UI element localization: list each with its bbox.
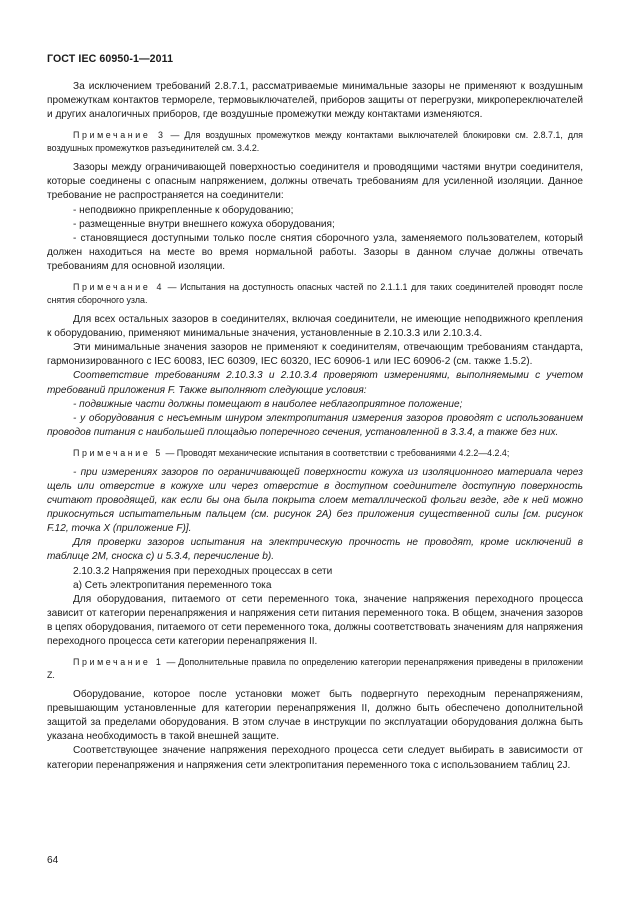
paragraph: Для проверки зазоров испытания на электрическую прочность не проводят, кроме исключений в таблице 2М, сноска с) и 5.3.4, перечисление b). — [47, 537, 583, 563]
list-item: - при измерениях зазоров по ограничивающей поверхности кожуха из изоляционного материала через щель или отверстие в кожухе или через отверстие в доступном соединителе доступную поверхность считают проводящей, как если бы она была покрыта слоем металлической фольги везде, где к ней можно прикоснуться испытательным пальцем (см. рисунок 2А) без приложения существенной силы [см. рисунок F.12, точка X (приложение F)]. — [47, 466, 583, 535]
note — [47, 447, 583, 460]
list-item: - неподвижно прикрепленные к оборудованию; — [73, 204, 294, 216]
note — [47, 281, 583, 307]
compliance-paragraph: Соответствие требованиям 2.10.3.3 и 2.10.3.4 проверяют измерениями, выполняемыми с учетом требований приложения F. Также выполняют следующие условия: — [47, 370, 583, 396]
note-label: Примечание 4 — [73, 282, 165, 293]
note — [47, 656, 583, 682]
page-body — [47, 80, 583, 773]
note-text: — Испытания на доступность опасных частей по 2.1.1.1 для таких соединителей проводят после снятия сборочного узла. — [47, 282, 583, 306]
paragraph: Эти минимальные значения зазоров не применяют к соединителям, отвечающим требованиям стандарта, гармонизированного с IEC 60083, IEC 60309, IEC 60320, IEC 60906-1 или IEC 60906-2 (см. также 1.5.2). — [47, 342, 583, 368]
note-label: Примечание 3 — [73, 130, 166, 141]
paragraph: Для всех остальных зазоров в соединителях, включая соединители, не имеющие неподвижного крепления к оборудованию, применяют минимальные значения, установленные в 2.10.3.3 или 2.10.3.4. — [47, 314, 583, 340]
note-text: — Дополнительные правила по определению категории перенапряжения приведены в приложении Z. — [47, 657, 583, 681]
list-item: - у оборудования с несъемным шнуром электропитания измерения зазоров проводят с использованием проводов питания с наибольшей площадью поперечного сечения, установленной в 3.3.4, а также без них. — [47, 412, 583, 438]
note-text: — Для воздушных промежутков между контактами выключателей блокировки см. 2.8.7.1, для воздушных промежутков разъединителей см. 3.4.2. — [47, 130, 583, 154]
page-number: 64 — [47, 855, 59, 866]
note-text: — Проводят механические испытания в соответствии с требованиями 4.2.2—4.2.4; — [162, 447, 510, 458]
note-label: Примечание 1 — [73, 657, 164, 668]
paragraph: Зазоры между ограничивающей поверхностью соединителя и проводящими частями внутри соединителя, которые соединены с опасным напряжением, должны отвечать требованиям для усиленной изоляции. Данное требование не распространяется на соединители: — [47, 162, 583, 202]
paragraph: Оборудование, которое после установки может быть подвергнуто переходным перенапряжениям, превышающим установленные для категории перенапряжения II, должно быть обеспечено дополнительной защитой за пределами оборудования. В этом случае в инструкции по эксплуатации оборудования должна быть указана необходимость в такой внешней защите. — [47, 689, 583, 743]
paragraph: Для оборудования, питаемого от сети переменного тока, значение напряжения переходного процесса зависит от категории перенапряжения и напряжения сети питания переменного тока. В общем, значения зазоров в цепях оборудования, питаемого от сети переменного тока, должны соответствовать значениям для напряжения переходного процесса сети категории перенапряжения II. — [47, 593, 583, 647]
list-item: - подвижные части должны помещают в наиболее неблагоприятное положение; — [73, 398, 463, 410]
note-label: Примечание 5 — [73, 447, 163, 458]
paragraph: Соответствующее значение напряжения переходного процесса сети следует выбирать в зависимости от категории перенапряжения и напряжения сети электропитания переменного тока с использованием таблиц 2J. — [47, 745, 583, 771]
paragraph: За исключением требований 2.8.7.1, рассматриваемые минимальные зазоры не применяют к воздушным промежуткам контактов термореле, термовыключателей, приборов защиты от перегрузки, микропереключателей и других аналогичных приборов, где воздушные промежутки между контактами изменяются. — [47, 81, 583, 121]
standard-header: ГОСТ IEC 60950-1—2011 — [47, 53, 174, 65]
note — [47, 129, 583, 155]
subsection-heading: а) Сеть электропитания переменного тока — [73, 579, 272, 591]
list-item: - становящиеся доступными только после снятия сборочного узла, заменяемого пользователем, который должен находиться на месте во время нормальной работы. Зазоры в данном случае должны отвечать требованиям для основной изоляции. — [47, 232, 583, 272]
list-item: - размещенные внутри внешнего кожуха оборудования; — [73, 218, 335, 230]
section-heading: 2.10.3.2 Напряжения при переходных процессах в сети — [73, 565, 333, 577]
